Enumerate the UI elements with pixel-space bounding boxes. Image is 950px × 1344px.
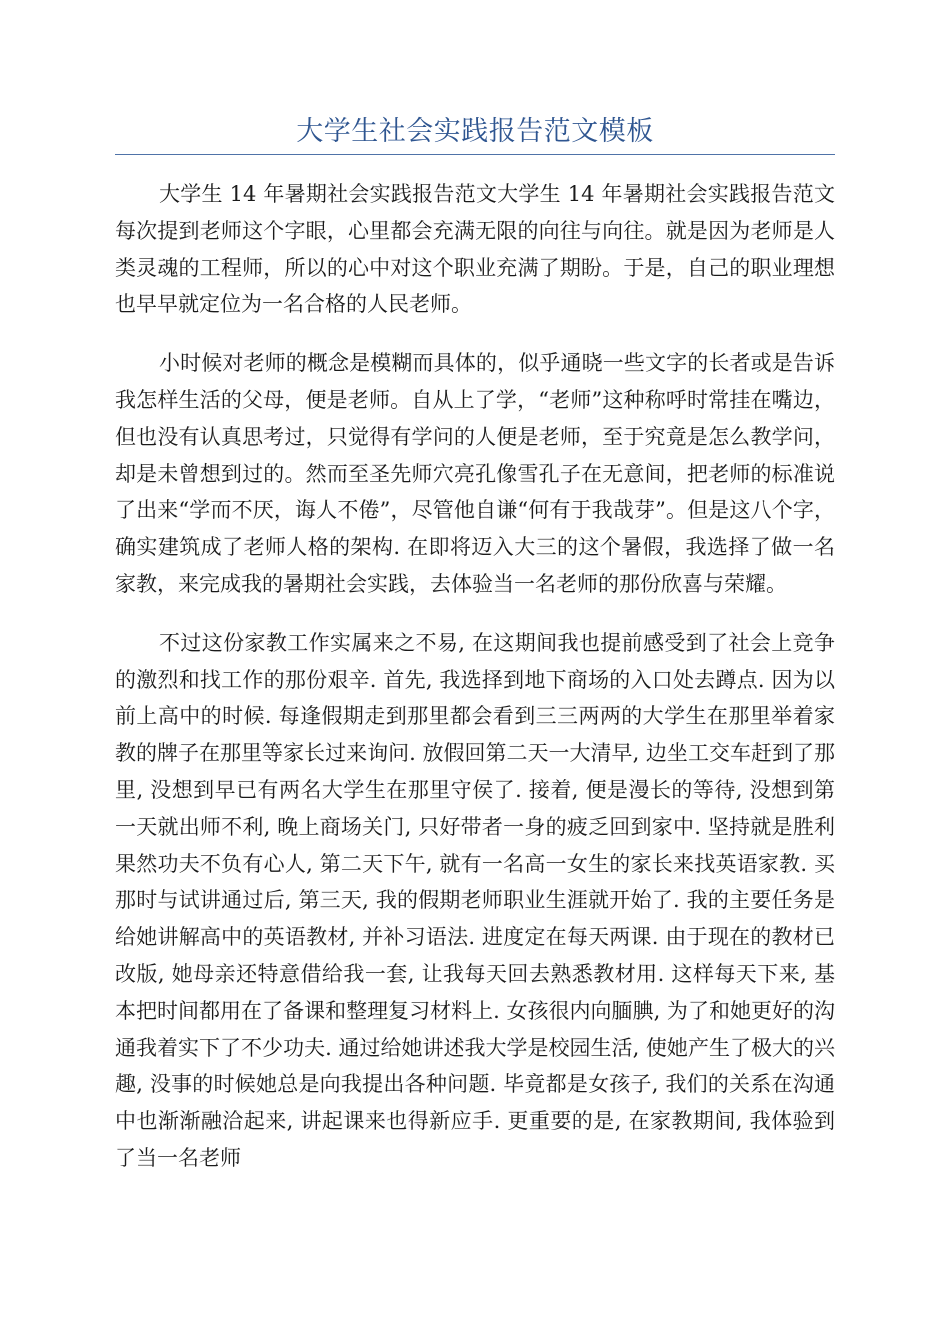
paragraph-3: 不过这份家教工作实属来之不易, 在这期间我也提前感受到了社会上竞争的激烈和找工作的那份艰辛. 首先, 我选择到地下商场的入口处去蹲点. 因为以前上高中的时候. 每逢假期走到那里都会看到三三两两的大学生在那里举着家教的牌子在那里等家长过来询问. 放假回第二天一大清早, 边坐工交车赶到了那里, 没想到早已有两名大学生在那里守侯了. 接着, 便是漫长的等待, 没想到第一天就出师不利, 晚上商场关门, 只好带者一身的疲乏回到家中. 坚持就是胜利果然功夫不负有心人, 第二天下午, 就有一名高一女生的家长来找英语家教. 买那时与试讲通过后, 第三天, 我的假期老师职业生涯就开始了. 我的主要任务是给她讲解高中的英语教材, 并补习语法. 进度定在每天两课. 由于现在的教材已改版, 她母亲还特意借给我一套, 让我每天回去熟悉教材用. 这样每天下来, 基本把时间都用在了备课和整理复习材料上. 女孩很内向腼腆, 为了和她更好的沟通我着实下了不少功夫. 通过给她讲述我大学是校园生活, 使她产生了极大的兴趣, 没事的时候她总是向我提出各种问题. 毕竟都是女孩子, 我们的关系在沟通中也渐渐融洽起来, 讲起课来也得新应手. 更重要的是, 在家教期间, 我体验到了当一名老师: [115, 630, 835, 1170]
paragraph-1: 大学生 14 年暑期社会实践报告范文大学生 14 年暑期社会实践报告范文每次提到老师这个字眼，心里都会充满无限的向往与向往。就是因为老师是人类灵魂的工程师，所以的心中对这个职业充满了期盼。于是，自己的职业理想也早早就定位为一名合格的人民老师。: [115, 182, 835, 317]
paragraph-2: 小时候对老师的概念是模糊而具体的，似乎通晓一些文字的长者或是告诉我怎样生活的父母，便是老师。自从上了学，“老师”这种称呼时常挂在嘴边，但也没有认真思考过，只觉得有学问的人便是老师，至于究竟是怎么教学问，却是未曾想到过的。然而至圣先师穴亮孔像雪孔子在无意间，把老师的标准说了出来“学而不厌，诲人不倦”，尽管他自谦“何有于我哉芽”。但是这八个字，确实建筑成了老师人格的架构. 在即将迈入大三的这个暑假，我选择了做一名家教，来完成我的暑期社会实践，去体验当一名老师的那份欣喜与荣耀。: [115, 351, 835, 596]
document-title: 大学生社会实践报告范文模板: [296, 116, 654, 147]
document-body: [115, 176, 835, 1199]
title-underline: [115, 154, 835, 155]
